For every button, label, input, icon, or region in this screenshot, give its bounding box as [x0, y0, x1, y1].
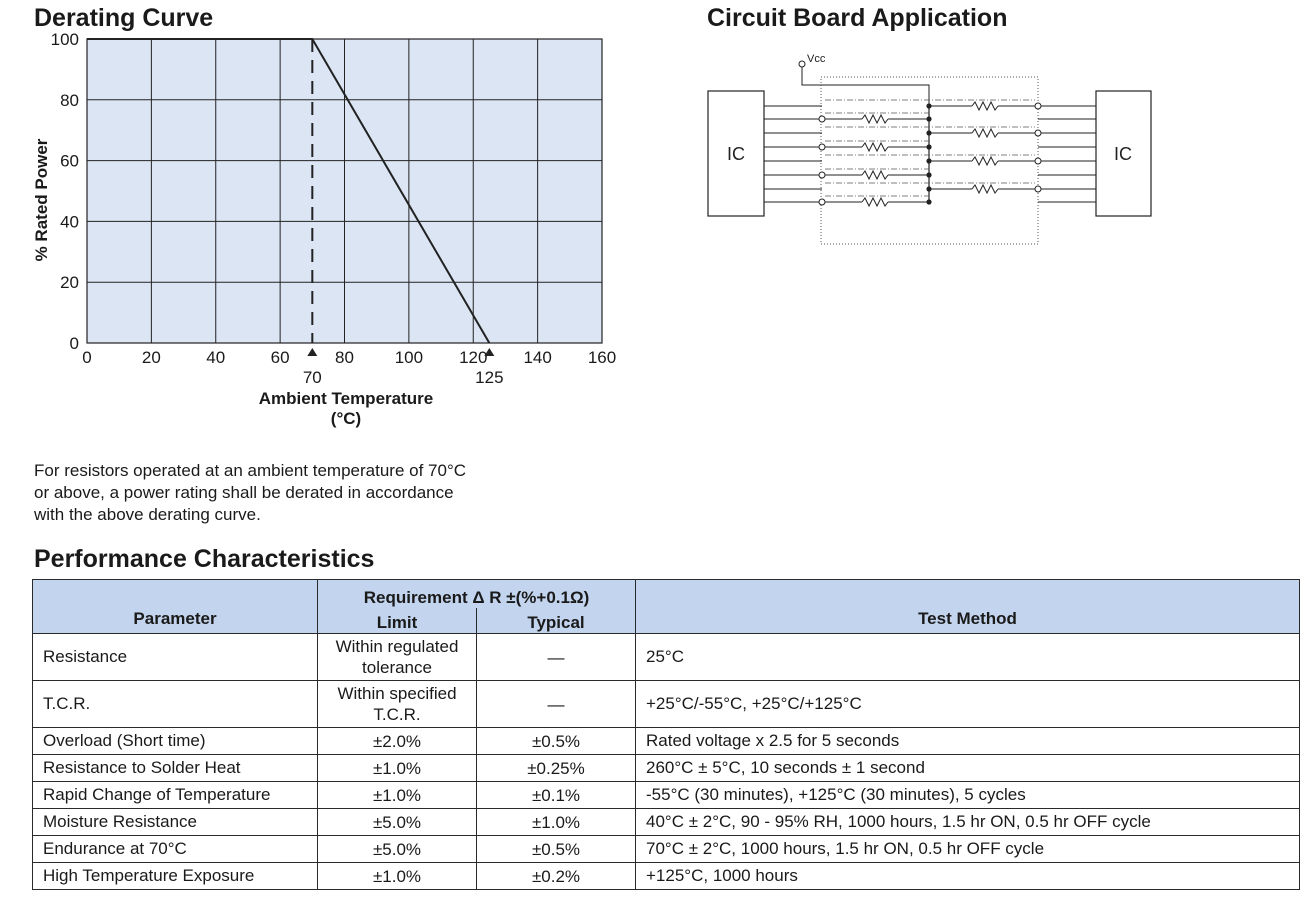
right-ic-label: IC [1114, 144, 1132, 164]
derating-note [34, 460, 534, 526]
cell-parameter: Resistance to Solder Heat [33, 755, 318, 782]
y-tick-label: 0 [69, 334, 79, 353]
cell-typical: — [477, 681, 636, 728]
resistor-zigzag [972, 129, 998, 137]
cell-test-method: 25°C [636, 634, 1300, 681]
cell-limit: ±5.0% [318, 836, 477, 863]
marker-triangle [307, 348, 317, 356]
cell-limit: ±1.0% [318, 782, 477, 809]
junction-dot [926, 158, 931, 163]
note-line: with the above derating curve. [34, 505, 261, 524]
terminal-pin [1035, 130, 1041, 136]
cell-limit: ±5.0% [318, 809, 477, 836]
terminal-pin [819, 116, 825, 122]
cell-parameter: High Temperature Exposure [33, 863, 318, 890]
cell-limit: ±2.0% [318, 728, 477, 755]
cell-typical: ±0.2% [477, 863, 636, 890]
cell-test-method: 70°C ± 2°C, 1000 hours, 1.5 hr ON, 0.5 hr OFF cycle [636, 836, 1300, 863]
cell-test-method: -55°C (30 minutes), +125°C (30 minutes), 5 cycles [636, 782, 1300, 809]
cell-parameter: T.C.R. [33, 681, 318, 728]
terminal-pin [1035, 158, 1041, 164]
x-tick-label: 60 [270, 348, 290, 367]
x-tick-label: 20 [141, 348, 161, 367]
cell-typical: ±0.5% [477, 728, 636, 755]
terminal-pin [819, 144, 825, 150]
left-ic-label: IC [727, 144, 745, 164]
cell-parameter: Rapid Change of Temperature [33, 782, 318, 809]
terminal-pin [1035, 186, 1041, 192]
terminal-pin [819, 172, 825, 178]
performance-title: Performance Characteristics [34, 545, 375, 573]
cell-parameter: Endurance at 70°C [33, 836, 318, 863]
table-row [33, 809, 1300, 836]
x-tick-label: 160 [587, 348, 617, 367]
junction-dot [926, 186, 931, 191]
x-axis-label-line2: (°C) [330, 409, 362, 428]
cell-typical: ±0.1% [477, 782, 636, 809]
y-tick-label: 100 [50, 30, 79, 49]
cell-typical: ±0.25% [477, 755, 636, 782]
table-row [33, 782, 1300, 809]
junction-dot [926, 144, 931, 149]
circuit-diagram [700, 40, 1170, 255]
x-tick-label: 120 [459, 348, 488, 367]
cell-test-method: +25°C/-55°C, +25°C/+125°C [636, 681, 1300, 728]
derating-chart [0, 0, 640, 440]
performance-table [32, 579, 1300, 890]
cell-limit [318, 681, 477, 728]
cell-limit-line: tolerance [362, 658, 432, 677]
cell-limit-line: Within regulated [335, 637, 459, 656]
x-tick-label: 40 [206, 348, 226, 367]
cell-typical: ±1.0% [477, 809, 636, 836]
junction-dot [926, 199, 931, 204]
cell-test-method: 260°C ± 5°C, 10 seconds ± 1 second [636, 755, 1300, 782]
vcc-terminal [799, 61, 805, 67]
marker-label: 70 [302, 368, 322, 387]
cell-test-method: 40°C ± 2°C, 90 - 95% RH, 1000 hours, 1.5 hr ON, 0.5 hr OFF cycle [636, 809, 1300, 836]
header-test-method: Test Method [636, 580, 1300, 634]
cell-typical: — [477, 634, 636, 681]
cell-limit-line: T.C.R. [373, 705, 421, 724]
marker-label: 125 [475, 368, 504, 387]
y-axis-label: % Rated Power [32, 138, 51, 262]
header-typical: Typical [477, 608, 636, 634]
resistor-zigzag [862, 198, 888, 206]
x-tick-label: 100 [394, 348, 424, 367]
terminal-pin [1035, 103, 1041, 109]
cell-typical: ±0.5% [477, 836, 636, 863]
resistor-zigzag [972, 102, 998, 110]
cell-test-method: Rated voltage x 2.5 for 5 seconds [636, 728, 1300, 755]
cell-parameter: Resistance [33, 634, 318, 681]
table-row [33, 681, 1300, 728]
cell-limit-line: Within specified [337, 684, 457, 703]
y-tick-label: 40 [60, 212, 79, 232]
y-tick-label: 20 [60, 273, 79, 293]
x-axis-label-line1: Ambient Temperature [258, 389, 434, 408]
y-tick-label: 60 [60, 151, 79, 171]
x-tick-label: 0 [82, 348, 92, 367]
circuit-lines [764, 100, 1096, 206]
cell-parameter: Moisture Resistance [33, 809, 318, 836]
table-row [33, 836, 1300, 863]
cell-limit: ±1.0% [318, 755, 477, 782]
x-tick-label: 80 [335, 348, 354, 367]
note-line: For resistors operated at an ambient temperature of 70°C [34, 461, 467, 480]
note-line: or above, a power rating shall be derated in accordance [34, 483, 454, 502]
junction-dot [926, 116, 931, 121]
terminal-pin [819, 199, 825, 205]
table-row [33, 728, 1300, 755]
vcc-label: Vcc [807, 53, 826, 65]
x-tick-label: 140 [523, 348, 552, 367]
derating-title: Derating Curve [34, 4, 214, 32]
header-parameter: Parameter [33, 580, 318, 634]
table-row [33, 863, 1300, 890]
resistor-zigzag [972, 185, 998, 193]
cell-test-method: +125°C, 1000 hours [636, 863, 1300, 890]
table-row [33, 755, 1300, 782]
cell-parameter: Overload (Short time) [33, 728, 318, 755]
cell-limit: ±1.0% [318, 863, 477, 890]
circuit-title: Circuit Board Application [707, 4, 1008, 32]
resistor-zigzag [862, 143, 888, 151]
table-row [33, 634, 1300, 681]
resistor-zigzag [862, 115, 888, 123]
resistor-zigzag [972, 157, 998, 165]
junction-dot [926, 103, 931, 108]
junction-dot [926, 130, 931, 135]
resistor-zigzag [862, 171, 888, 179]
junction-dot [926, 172, 931, 177]
y-tick-label: 80 [60, 90, 79, 110]
cell-limit [318, 634, 477, 681]
header-requirement: Requirement Δ R ±(%+0.1Ω) [318, 580, 636, 609]
header-limit: Limit [318, 608, 477, 634]
